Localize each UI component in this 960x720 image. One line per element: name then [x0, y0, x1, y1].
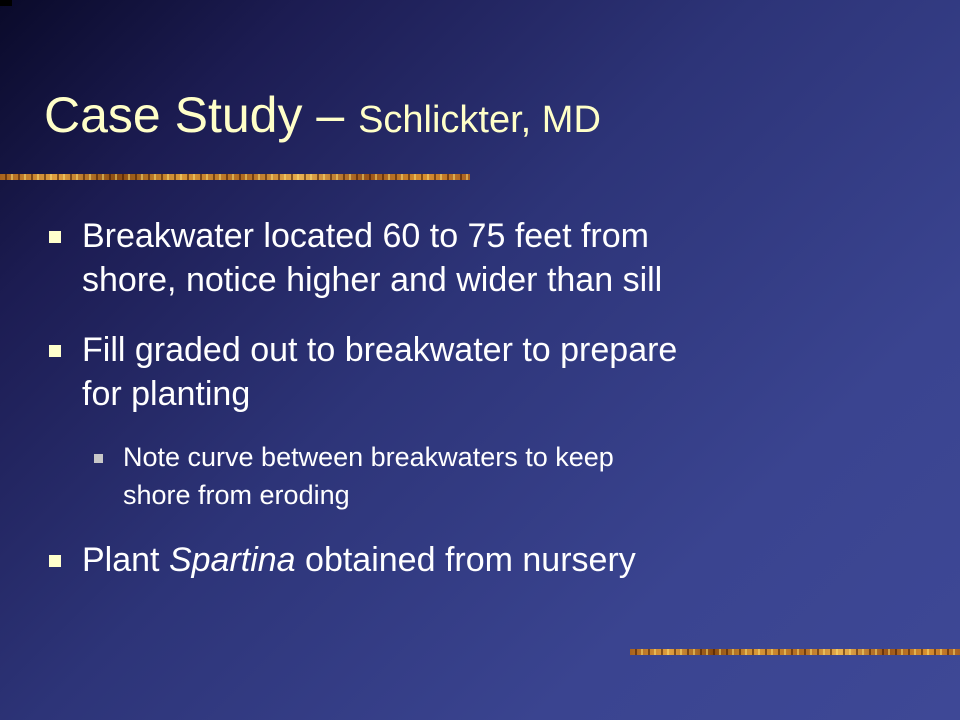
bullet-line: shore, notice higher and wider than sill: [82, 261, 663, 299]
sub-bullet-line: Note curve between breakwaters to keep: [123, 442, 614, 472]
bullet-text-before: Plant: [82, 541, 169, 579]
title-accent-rule: [0, 174, 470, 180]
bullet-item: [82, 214, 662, 302]
footer-accent-rule: [630, 649, 960, 655]
square-bullet-icon: [49, 555, 61, 567]
bullet-item: [82, 328, 677, 416]
bullet-line: Breakwater located 60 to 75 feet from: [82, 217, 649, 255]
bullet-item: [82, 538, 636, 582]
slide-title: [44, 86, 601, 144]
bullet-line: Fill graded out to breakwater to prepare: [82, 331, 678, 369]
sub-bullet-item: [123, 438, 614, 514]
square-sub-bullet-icon: [94, 454, 103, 463]
square-bullet-icon: [49, 345, 61, 357]
slide-title-main: Case Study –: [44, 87, 359, 143]
square-bullet-icon: [49, 231, 61, 243]
sub-bullet-line: shore from eroding: [123, 480, 350, 510]
bullet-text-after: obtained from nursery: [295, 541, 636, 579]
slide-title-subtitle: Schlickter, MD: [358, 99, 601, 141]
bullet-line: for planting: [82, 375, 251, 413]
species-name: Spartina: [168, 541, 296, 579]
corner-mark: [0, 0, 12, 6]
